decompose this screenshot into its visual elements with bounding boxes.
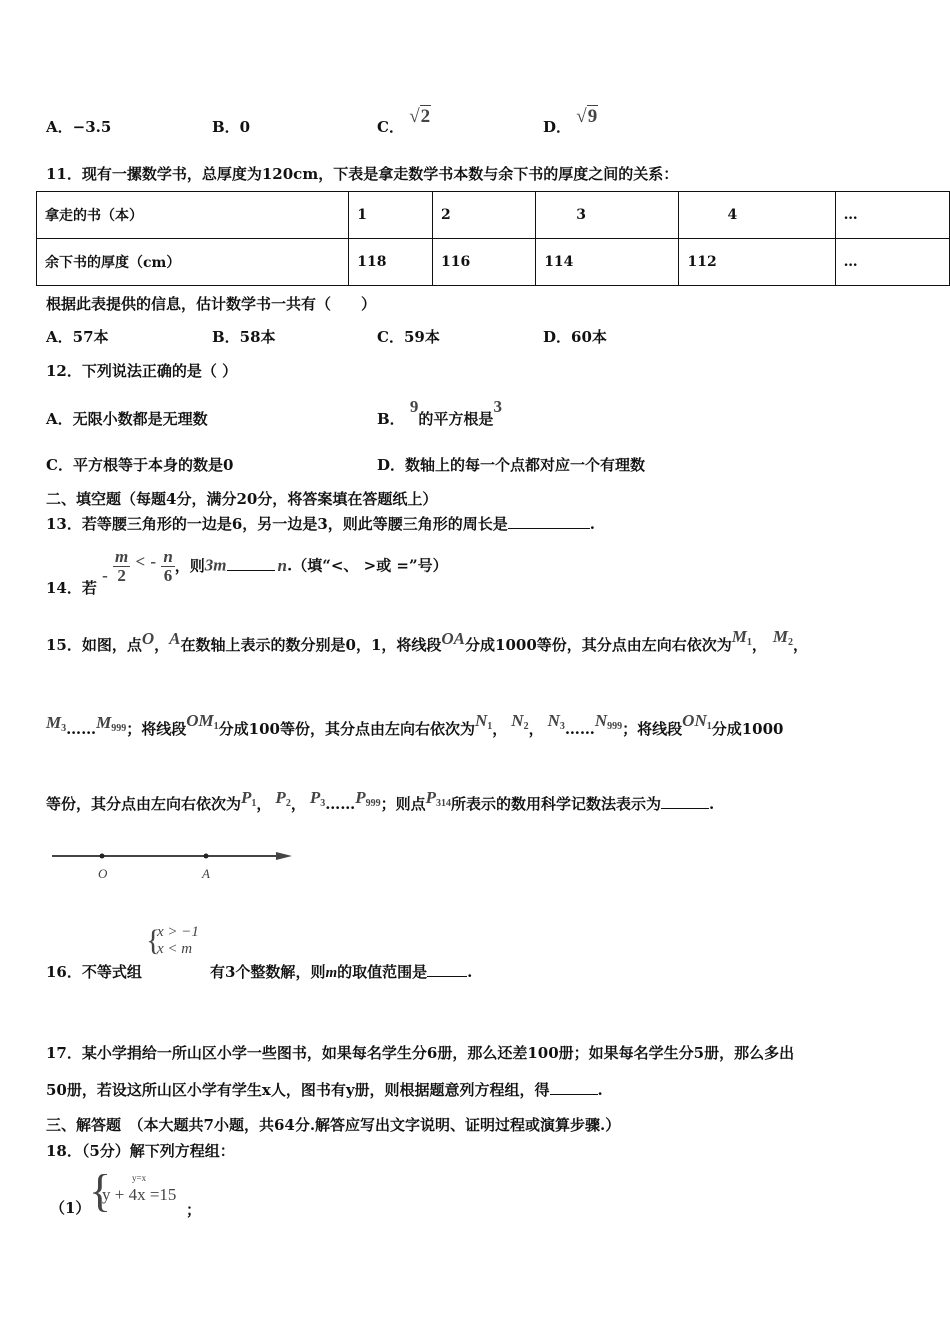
sqrt-2-symbol: √2 <box>409 106 431 127</box>
q17-tail: . <box>597 1081 603 1099</box>
q10-option-d <box>543 106 598 138</box>
subscript: 314 <box>436 798 452 809</box>
q14-den-2: 2 <box>117 566 126 585</box>
subscript: 1 <box>251 798 257 809</box>
axis-label-a: A <box>202 866 210 881</box>
answer-blank[interactable] <box>550 1082 598 1095</box>
q13 <box>46 513 595 534</box>
q15-text-b: 在数轴上表示的数分别是0，1，将线段 <box>180 636 442 654</box>
q15-m2: M <box>772 627 789 646</box>
q15-text-h: 等份，其分点由左向右依次为 <box>46 795 242 813</box>
q10-option-c-label: C． <box>377 118 404 136</box>
q11-table <box>36 191 950 286</box>
q11-stem: 11．现有一摞数学书，总厚度为120cm，下表是拿走数学书本数与余下书的厚度之间的关系： <box>46 165 679 183</box>
q10-option-d-label: D． <box>543 118 572 136</box>
sqrt-9-symbol: √9 <box>576 106 598 127</box>
section-2-heading: 二、填空题（每题4分，满分20分，将答案填在答题纸上） <box>46 490 438 508</box>
q15-segment-on1: ON <box>682 711 707 730</box>
q18-semicolon: ； <box>186 1201 202 1219</box>
subscript: 1 <box>213 721 219 732</box>
q15-line-3 <box>46 788 715 815</box>
q15-segment-om1: OM <box>186 711 214 730</box>
table-cell: 112 <box>679 239 835 286</box>
q14-suffix: .（填“<、 >或 =”号） <box>287 556 448 575</box>
subscript: 3 <box>61 723 67 734</box>
point-o-dot <box>100 854 105 859</box>
q16-inequality-system <box>146 924 199 958</box>
q15-p1: P <box>241 788 252 807</box>
table-cell: 2 <box>433 192 536 239</box>
subscript: 2 <box>788 637 794 648</box>
q14-fraction-m-2 <box>113 548 130 585</box>
q14-minus-2: - <box>150 551 157 571</box>
q12-option-b-num2: 3 <box>493 397 502 416</box>
point-a-dot <box>204 854 209 859</box>
q15-n1: N <box>475 711 488 730</box>
q14-den-6: 6 <box>163 566 173 585</box>
q12-option-b <box>377 397 502 429</box>
q11-option-d: D．60本 <box>543 328 607 346</box>
q15-p314: P <box>425 788 437 807</box>
q14-prefix: 14．若 <box>46 578 97 597</box>
q16-suffix: 的取值范围是 <box>337 963 428 981</box>
subscript: 999 <box>111 723 127 734</box>
q15-comma: ， <box>751 636 767 654</box>
q14-expr-n: n <box>277 555 287 575</box>
q16-inequality-1: x > −1 <box>157 924 199 940</box>
q15-comma: ， <box>154 636 170 654</box>
q16-prefix: 16．不等式组 <box>46 963 142 981</box>
table-row <box>37 192 950 239</box>
number-line-arrow-icon <box>276 852 292 860</box>
q15-segment-oa: OA <box>441 629 466 648</box>
table-cell: 116 <box>433 239 536 286</box>
q12-option-a: A．无限小数都是无理数 <box>46 410 208 428</box>
left-brace-icon: { <box>146 924 161 957</box>
answer-blank[interactable] <box>427 964 467 977</box>
number-line-figure <box>50 846 300 886</box>
subscript: 999 <box>607 721 623 732</box>
answer-blank[interactable] <box>227 558 275 571</box>
q14-fraction-n-6 <box>161 548 174 585</box>
q10-option-a: A．−3.5 <box>46 118 112 136</box>
q15-comma: ， <box>793 636 809 654</box>
subscript: 999 <box>365 798 381 809</box>
table-header-cell: 余下书的厚度（cm） <box>37 239 349 286</box>
q15-text-c: 分成1000等份，其分点由左向右依次为 <box>465 636 732 654</box>
q16-tail: . <box>467 963 473 981</box>
q12-option-b-label: B． <box>377 410 405 428</box>
q17-text: 50册，若设这所山区小学有学生x人，图书有y册，则根据题意列方程组，得 <box>46 1081 550 1099</box>
q18-stem: 18．（5分）解下列方程组： <box>46 1142 235 1160</box>
q13-text: 13．若等腰三角形的一边是6，另一边是3，则此等腰三角形的周长是 <box>46 515 508 533</box>
subscript: 3 <box>559 721 565 732</box>
q14-num-m: m <box>115 547 129 566</box>
q15-m1: M <box>731 627 747 646</box>
q15-m3: M <box>46 713 62 732</box>
answer-blank[interactable] <box>508 516 590 529</box>
q17-line-2 <box>46 1079 603 1100</box>
q15-n3: N <box>547 711 560 730</box>
q15-text-e: 分成100等份，其分点由左向右依次为 <box>218 720 475 738</box>
q12-option-d: D．数轴上的每一个点都对应一个有理数 <box>377 456 646 474</box>
axis-label-o: O <box>98 866 108 881</box>
q15-p999: P <box>355 788 366 807</box>
q18-part-1-label: （1） <box>50 1199 91 1217</box>
subscript: 1 <box>487 721 493 732</box>
q11-question: 根据此表提供的信息，估计数学书一共有（ ） <box>46 295 377 313</box>
q15-tail: . <box>709 795 715 813</box>
q17-line-1: 17．某小学捐给一所山区小学一些图书，如果每名学生分6册，那么还差100册；如果每名学生分5册，那么多出 <box>46 1044 795 1062</box>
q14 <box>46 547 448 597</box>
q12-option-b-text: 的平方根是 <box>418 410 494 428</box>
q15-m999: M <box>96 713 112 732</box>
q15-dots: …… <box>325 795 356 813</box>
q15-point-a: A <box>169 629 181 648</box>
q16-inequality-2: x < m <box>157 941 193 957</box>
q11-option-b: B．58本 <box>212 328 276 346</box>
table-cell: 114 <box>536 239 679 286</box>
q15-p3: P <box>309 788 321 807</box>
q15-dots: …… <box>66 720 97 738</box>
q12-option-b-num1: 9 <box>409 397 419 416</box>
q15-text-a: 15．如图，点 <box>46 636 142 654</box>
q16-mid: 有3个整数解，则 <box>210 963 326 981</box>
q15-text-f: ；将线段 <box>622 720 683 738</box>
q15-comma: ， <box>290 795 306 813</box>
q15-n999: N <box>594 711 608 730</box>
table-row <box>37 239 950 286</box>
q10-option-d-value: 9 <box>587 106 598 127</box>
q15-point-o: O <box>141 629 155 648</box>
q10-option-c <box>377 106 431 138</box>
q14-expr-3m: 3m <box>204 555 227 575</box>
q15-text-i: ；则点 <box>380 795 426 813</box>
answer-blank[interactable] <box>661 796 709 809</box>
q12-stem: 12．下列说法正确的是（ ） <box>46 362 238 380</box>
section-3-heading: 三、解答题 （本大题共7小题，共64分.解答应写出文字说明、证明过程或演算步骤.） <box>46 1116 621 1134</box>
subscript: 1 <box>746 637 752 648</box>
q16-var-m: m <box>325 965 338 981</box>
q13-tail: . <box>589 515 595 533</box>
q10-option-b: B．0 <box>212 118 251 136</box>
subscript: 2 <box>523 721 529 732</box>
q15-comma: ， <box>492 720 508 738</box>
table-cell: 4 <box>679 192 835 239</box>
q15-text-g: 分成1000 <box>711 720 784 738</box>
table-cell: 3 <box>536 192 679 239</box>
table-cell: 1 <box>349 192 433 239</box>
q15-dots: …… <box>564 720 595 738</box>
q18-eq-main: y + 4x =15 <box>102 1185 177 1204</box>
table-cell: … <box>835 239 949 286</box>
subscript: 1 <box>706 721 712 732</box>
q11-option-a: A．57本 <box>46 328 109 346</box>
subscript: 2 <box>285 798 291 809</box>
table-header-cell: 拿走的书（本） <box>37 192 349 239</box>
q14-then: ，则 <box>174 556 205 575</box>
q14-less-than: < <box>135 551 146 571</box>
q15-n2: N <box>511 711 524 730</box>
q15-comma: ， <box>256 795 272 813</box>
table-cell: … <box>835 192 949 239</box>
q18-eq-top: y=x <box>132 1173 147 1183</box>
subscript: 3 <box>320 798 326 809</box>
q16-rest <box>210 961 472 982</box>
q14-num-n: n <box>163 547 173 566</box>
q15-p2: P <box>275 788 286 807</box>
q11-option-c: C．59本 <box>377 328 440 346</box>
q15-line-2 <box>46 711 784 740</box>
left-brace-icon: { <box>89 1165 112 1216</box>
q12-option-c: C．平方根等于本身的数是0 <box>46 456 234 474</box>
table-cell: 118 <box>349 239 433 286</box>
q15-text-j: 所表示的数用科学记数法表示为 <box>451 795 662 813</box>
q15-line-1 <box>46 627 809 656</box>
q14-minus-1: - <box>102 565 108 585</box>
q15-comma: ， <box>528 720 544 738</box>
q10-option-c-value: 2 <box>420 106 431 127</box>
q15-text-d: ；将线段 <box>126 720 187 738</box>
